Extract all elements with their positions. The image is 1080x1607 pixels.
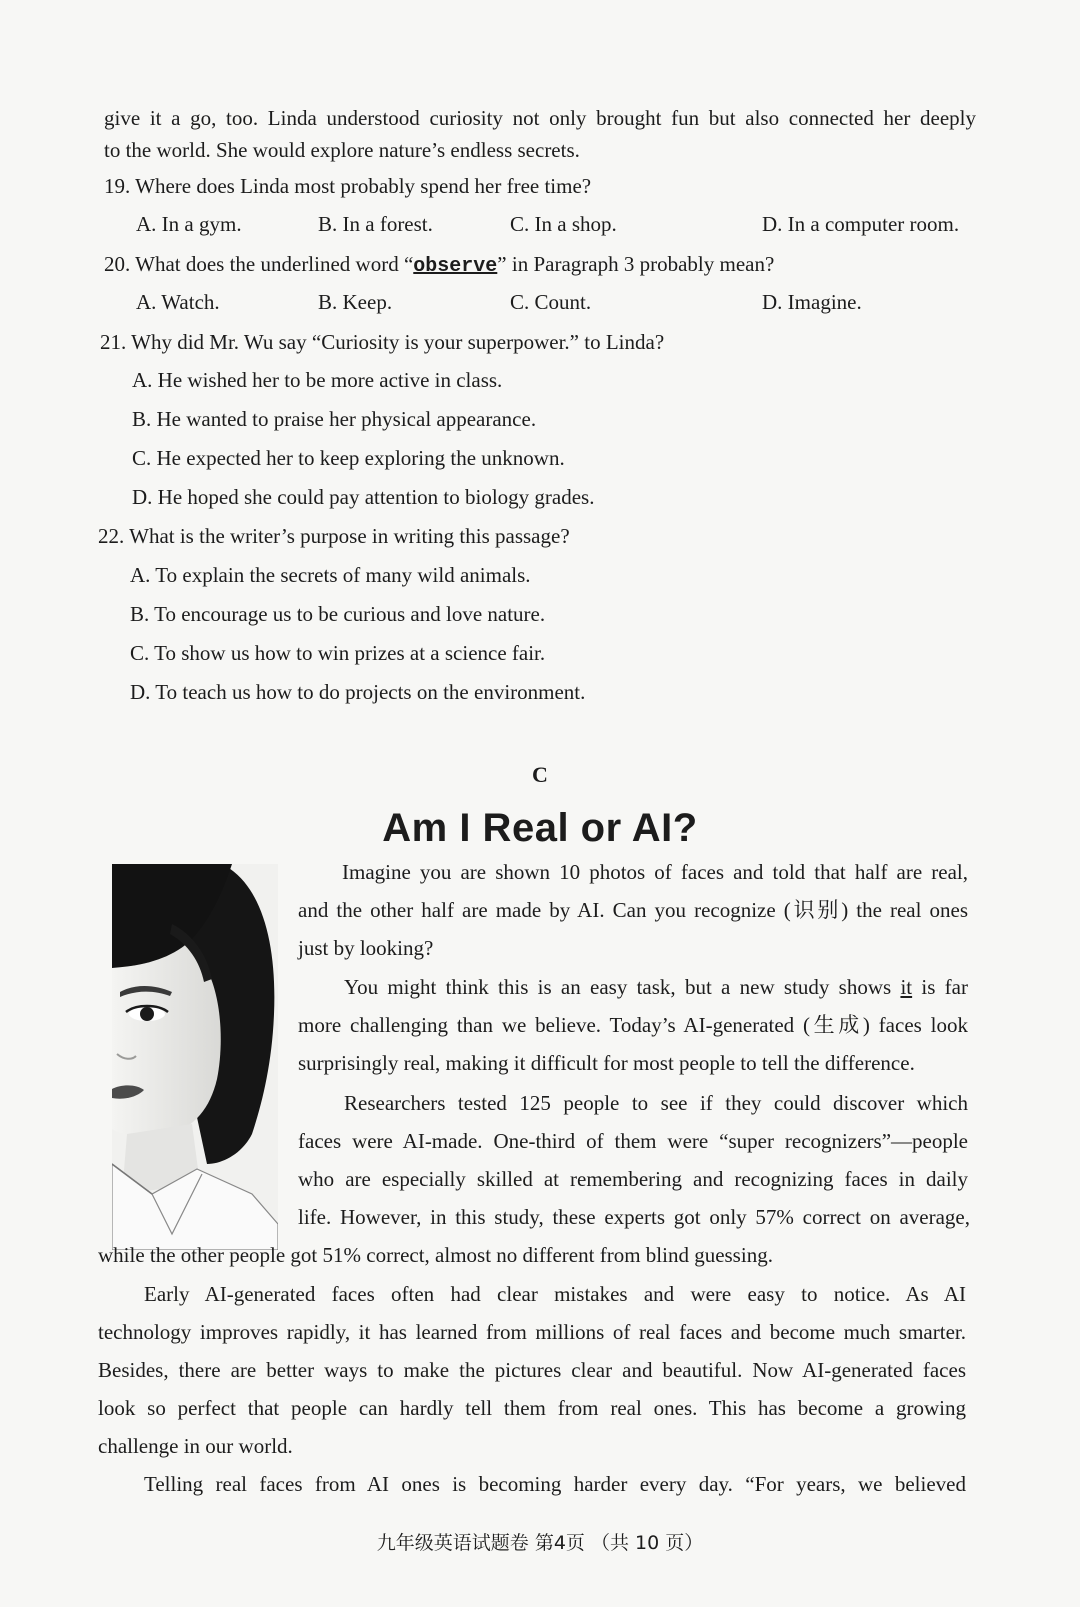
- passage-line: Imagine you are shown 10 photos of faces and told that half are real,: [342, 860, 968, 884]
- passage-line: Early AI-generated faces often had clear mistakes and were easy to notice. As AI: [144, 1282, 966, 1306]
- question-19-option-d: D. In a computer room.: [762, 212, 960, 236]
- passage-line: while the other people got 51% correct, almost no different from blind guessing.: [98, 1243, 773, 1267]
- question-22-option-d: D. To teach us how to do projects on the environment.: [130, 680, 586, 704]
- question-20-stem: [104, 250, 774, 281]
- passage-line: life. However, in this study, these experts got only 57% correct on average,: [298, 1205, 970, 1229]
- question-22-stem: 22. What is the writer’s purpose in writing this passage?: [98, 524, 570, 548]
- question-19-option-c: C. In a shop.: [510, 212, 617, 236]
- passage-line: surprisingly real, making it difficult for most people to tell the difference.: [298, 1051, 915, 1075]
- passage-line: Researchers tested 125 people to see if they could discover which: [344, 1091, 968, 1115]
- question-21-option-b: B. He wanted to praise her physical appearance.: [132, 407, 537, 431]
- passage-text: You might think this is an easy task, but a new study shows: [344, 975, 901, 999]
- question-21-stem: 21. Why did Mr. Wu say “Curiosity is your superpower.” to Linda?: [100, 330, 665, 354]
- passage-line: [344, 973, 968, 1001]
- question-21-option-a: A. He wished her to be more active in class.: [132, 368, 503, 392]
- question-19-option-b: B. In a forest.: [318, 212, 433, 236]
- passage-line: faces were AI-made. One-third of them were “super recognizers”—people: [298, 1129, 968, 1153]
- passage-text: is far: [912, 975, 968, 999]
- question-22-option-b: B. To encourage us to be curious and love nature.: [130, 602, 546, 626]
- question-20-option-c: C. Count.: [510, 290, 592, 314]
- passage-line: and the other half are made by AI. Can you recognize (识别) the real ones: [298, 898, 968, 922]
- passage-line: Besides, there are better ways to make the pictures clear and beautiful. Now AI-generated faces: [98, 1358, 966, 1382]
- question-20-option-a: A. Watch.: [136, 290, 220, 314]
- passage-line: technology improves rapidly, it has learned from millions of real faces and become much smarter.: [98, 1320, 966, 1344]
- question-20-option-b: B. Keep.: [318, 290, 393, 314]
- question-22-option-a: A. To explain the secrets of many wild animals.: [130, 563, 531, 587]
- question-20-option-d: D. Imagine.: [762, 290, 862, 314]
- underlined-word-observe: observe: [413, 255, 498, 278]
- passage-line: look so perfect that people can hardly tell them from real ones. This has become a growing: [98, 1396, 966, 1420]
- page-footer: 九年级英语试题卷 第4页 （共 10 页）: [376, 1532, 704, 1554]
- question-19-option-a: A. In a gym.: [136, 212, 242, 236]
- question-20-stem-end: ” in Paragraph 3 probably mean?: [497, 252, 775, 276]
- passage-title: Am I Real or AI?: [382, 806, 698, 850]
- underlined-word-it: it: [900, 975, 913, 999]
- passage-line: Telling real faces from AI ones is becoming harder every day. “For years, we believed: [144, 1472, 966, 1496]
- question-21-option-c: C. He expected her to keep exploring the unknown.: [132, 446, 565, 470]
- woman-portrait-image: [112, 864, 278, 1250]
- passage-line: who are especially skilled at remembering and recognizing faces in daily: [298, 1167, 968, 1191]
- passage-line: to the world. She would explore nature’s endless secrets.: [104, 138, 580, 162]
- question-19-stem: 19. Where does Linda most probably spend her free time?: [104, 174, 592, 198]
- passage-line: more challenging than we believe. Today’s AI-generated (生成) faces look: [298, 1013, 968, 1037]
- section-letter: C: [532, 762, 548, 787]
- passage-line: give it a go, too. Linda understood curiosity not only brought fun but also connected her deeply: [104, 106, 976, 130]
- passage-line: just by looking?: [298, 936, 434, 960]
- question-20-stem-start: 20. What does the underlined word “: [104, 252, 414, 276]
- question-22-option-c: C. To show us how to win prizes at a science fair.: [130, 641, 546, 665]
- question-21-option-d: D. He hoped she could pay attention to biology grades.: [132, 485, 595, 509]
- passage-line: challenge in our world.: [98, 1434, 293, 1458]
